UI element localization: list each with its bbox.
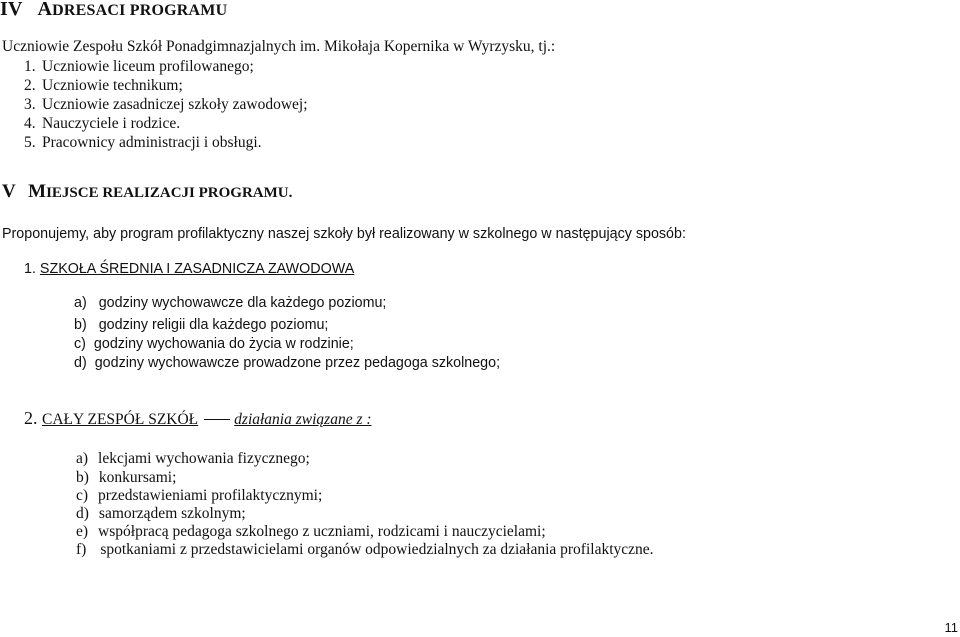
part2-number: 2. [24, 408, 38, 428]
section-v-heading [2, 181, 292, 203]
section-v-proposal: Proponujemy, aby program profilaktyczny naszej szkoły był realizowany w szkolnego w następujący sposób: [2, 226, 686, 242]
part1-title: SZKOŁA ŚREDNIA I ZASADNICZA ZAWODOWA [39, 261, 355, 277]
section-iv-title-rest: DRESACI PROGRAMU [52, 2, 228, 19]
list-item: f) spotkaniami z przedstawicielami organów odpowiedzialnych za działania profilaktyczne. [76, 541, 654, 558]
section-v-number: V [2, 181, 16, 202]
list-item: b) godziny religii dla każdego poziomu; [74, 317, 329, 333]
list-item: a) godziny wychowawcze dla każdego poziomu; [74, 295, 387, 311]
list-item: 1. Uczniowie liceum profilowanego; [24, 58, 254, 75]
list-item: 2. Uczniowie technikum; [24, 77, 183, 94]
list-item: d) godziny wychowawcze prowadzone przez pedagoga szkolnego; [74, 355, 501, 371]
part2-title: CAŁY ZESPÓŁ SZKÓŁ [42, 411, 199, 428]
part1-heading [24, 261, 354, 277]
section-iv-title-initial: A [37, 0, 53, 20]
list-item: c) przedstawieniami profilaktycznymi; [76, 487, 323, 504]
section-iv-number: IV [0, 0, 23, 20]
list-item: b) konkursami; [76, 469, 177, 486]
list-item: c) godziny wychowania do życia w rodzinie; [74, 336, 354, 352]
recipients-list [24, 57, 308, 152]
section-v-title-initial: M [28, 181, 47, 202]
list-item: e) współpracą pedagoga szkolnego z uczniami, rodzicami i nauczycielami; [76, 523, 546, 540]
section-iv-heading [0, 0, 227, 21]
part2-subtitle: działania związane z : [234, 411, 372, 428]
list-item: a) lekcjami wychowania fizycznego; [76, 450, 310, 467]
section-v-title-rest: IEJSCE REALIZACJI PROGRAMU. [46, 185, 293, 201]
list-item: d) samorządem szkolnym; [76, 505, 246, 522]
page-number: 11 [944, 620, 958, 635]
part1-number: 1. [24, 261, 36, 277]
list-item: 5. Pracownicy administracji i obsługi. [24, 134, 262, 151]
section-iv-intro: Uczniowie Zespołu Szkół Ponadgimnazjalnych im. Mikołaja Kopernika w Wyrzysku, tj.: [2, 38, 556, 55]
list-item: 4. Nauczyciele i rodzice. [24, 115, 181, 132]
part2-heading [24, 408, 372, 429]
list-item: 3. Uczniowie zasadniczej szkoły zawodowej; [24, 96, 308, 113]
dash-divider [204, 419, 230, 420]
